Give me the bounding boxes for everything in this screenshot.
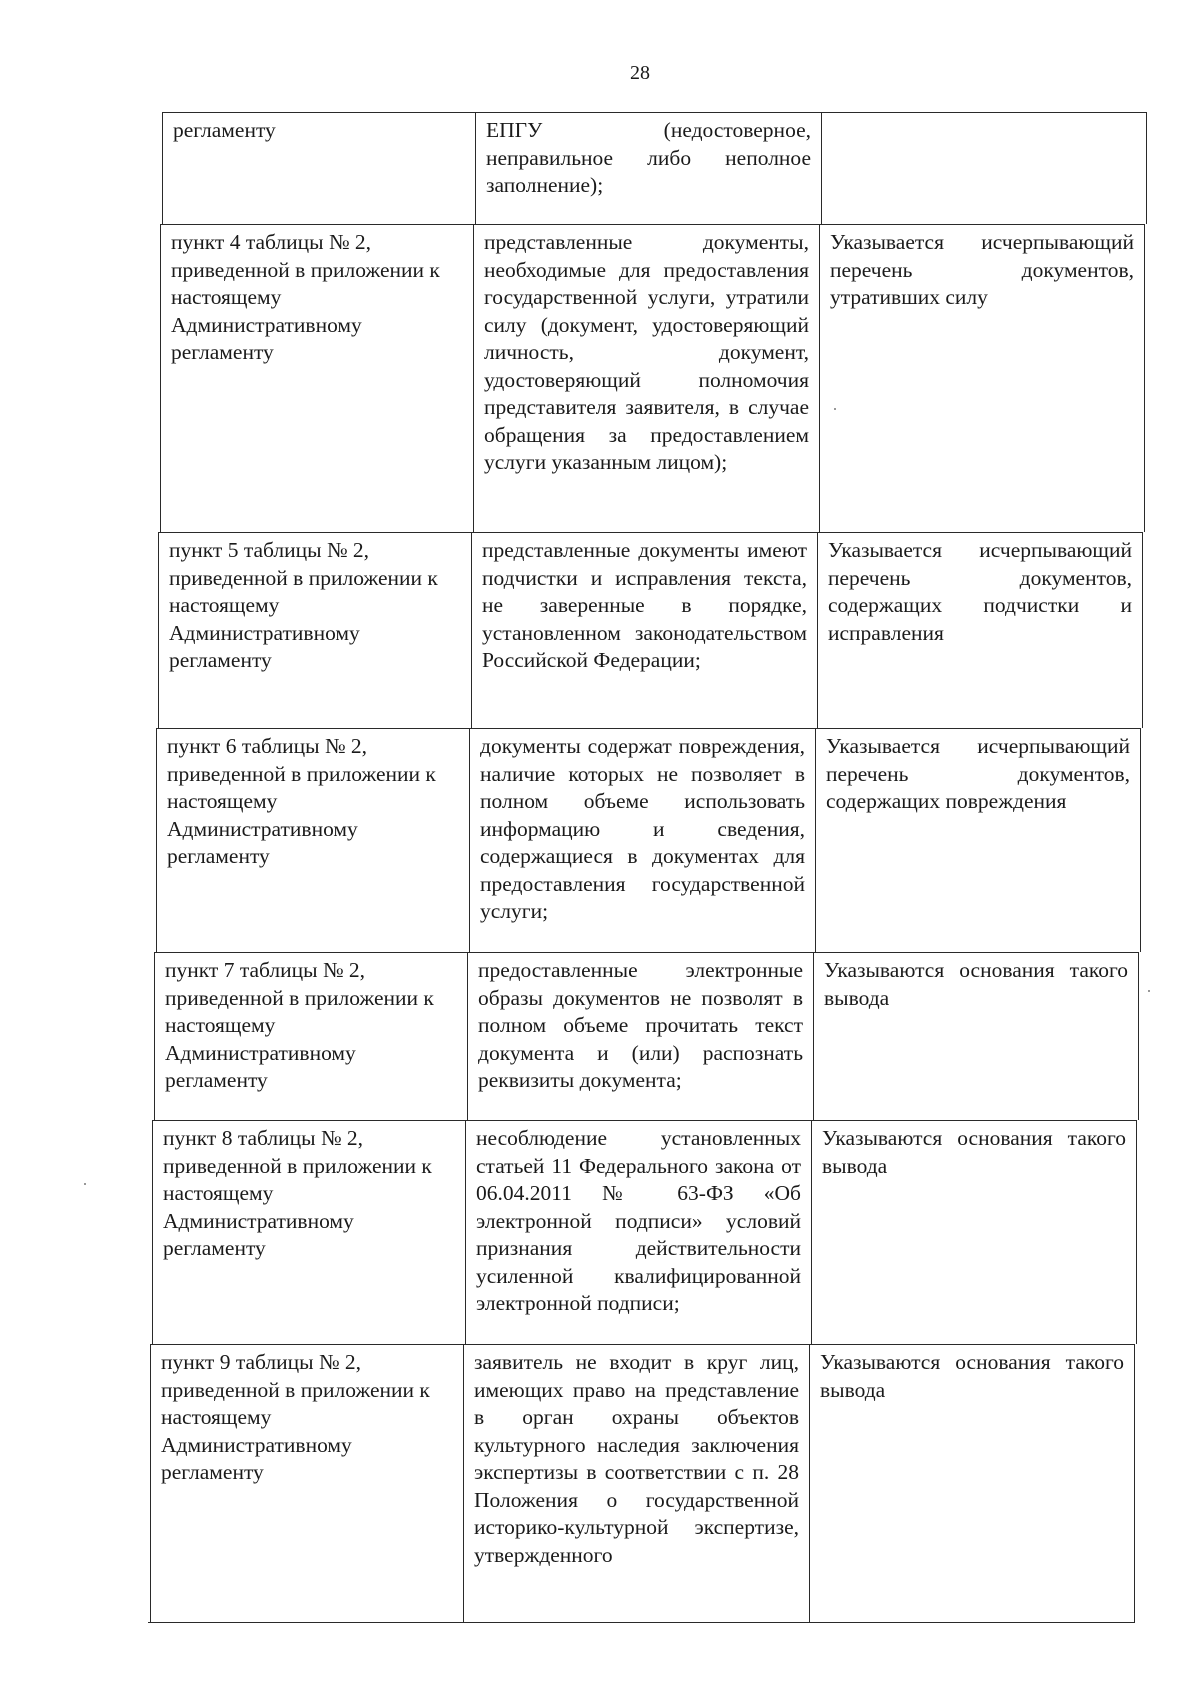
cell-regulation-reference: пункт 8 таблицы № 2, приведенной в приложении к настоящему Административному регламенту [152,1120,465,1344]
cell-regulation-reference: пункт 5 таблицы № 2, приведенной в приложении к настоящему Административному регламенту [158,532,471,728]
table-row [0,112,1200,224]
table-row [0,728,1200,952]
cell-regulation-reference: пункт 7 таблицы № 2, приведенной в приложении к настоящему Административному регламенту [154,952,467,1120]
cell-regulation-reference: пункт 4 таблицы № 2, приведенной в приложении к настоящему Административному регламенту [160,224,473,532]
cell-refusal-ground: представленные документы имеют подчистки и исправления текста, не заверенные в порядке, установленном законодательством Российской Федерации; [471,532,817,728]
cell-refusal-ground: представленные документы, необходимые для предоставления государственной услуги, утратили силу (документ, удостоверяющий личность, документ, удостоверяющий полномочия представителя заявителя, в случае обращения за предоставлением услуги указанным лицом); [473,224,819,532]
cell-refusal-ground: несоблюдение установленных статьей 11 Федерального закона от 06.04.2011 № 63-ФЗ «Об электронной подписи» условий признания действительности усиленной квалифицированной электронной подписи; [465,1120,811,1344]
table-row [0,1344,1200,1622]
table-row [0,224,1200,532]
cell-refusal-ground: документы содержат повреждения, наличие которых не позволяет в полном объеме использовать информацию и сведения, содержащиеся в документах для предоставления государственной услуги; [469,728,815,952]
cell-regulation-reference: пункт 6 таблицы № 2, приведенной в приложении к настоящему Административному регламенту [156,728,469,952]
cell-explanation: Указываются основания такого вывода [811,1120,1137,1344]
cell-refusal-ground: ЕПГУ (недостоверное, неправильное либо неполное заполнение); [475,112,821,224]
cell-refusal-ground: заявитель не входит в круг лиц, имеющих право на представление в орган охраны объектов культурного наследия заключения экспертизы в соответствии с п. 28 Положения о государственной историко-культурной экспертизе, утвержденного [463,1344,809,1622]
table-bottom-border [148,1622,1135,1623]
cell-explanation: Указываются основания такого вывода [813,952,1139,1120]
table-row [0,1120,1200,1344]
table-row [0,952,1200,1120]
scan-speck [834,408,836,410]
page-number: 28 [630,62,650,84]
cell-explanation [821,112,1147,224]
cell-refusal-ground: предоставленные электронные образы документов не позволят в полном объеме прочитать текст документа и (или) распознать реквизиты документа; [467,952,813,1120]
cell-regulation-reference: пункт 9 таблицы № 2, приведенной в приложении к настоящему Административному регламенту [150,1344,463,1622]
scan-speck [84,1183,86,1185]
cell-regulation-reference: регламенту [162,112,475,224]
table-row [0,532,1200,728]
scan-speck [1148,990,1150,992]
cell-explanation: Указывается исчерпывающий перечень документов, содержащих повреждения [815,728,1141,952]
cell-explanation: Указывается исчерпывающий перечень документов, утративших силу [819,224,1145,532]
cell-explanation: Указываются основания такого вывода [809,1344,1135,1622]
cell-explanation: Указывается исчерпывающий перечень документов, содержащих подчистки и исправления [817,532,1143,728]
